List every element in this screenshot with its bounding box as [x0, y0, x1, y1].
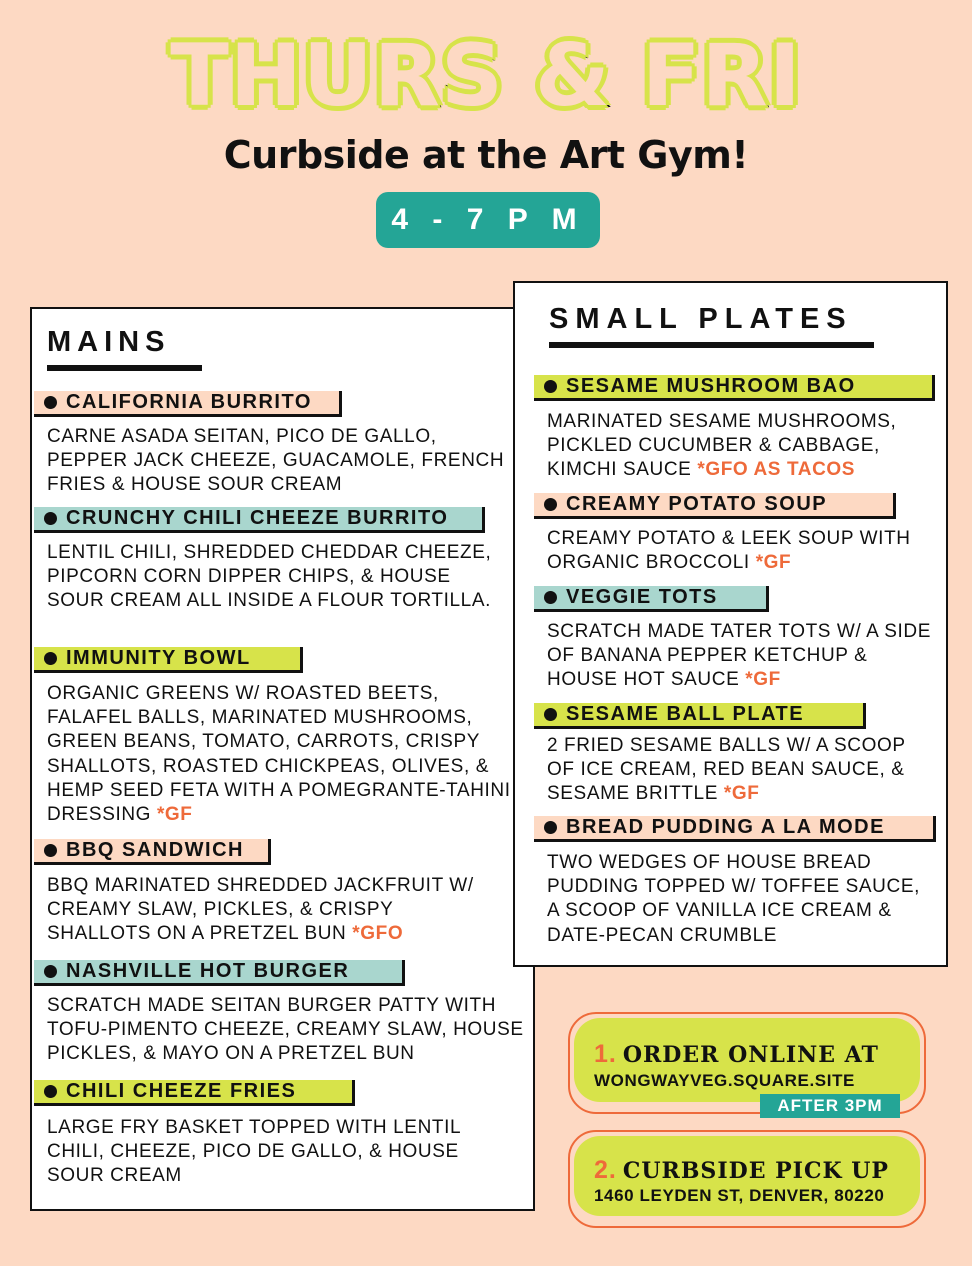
dietary-tag: *GFO	[352, 923, 404, 945]
bullet-icon	[544, 821, 557, 834]
menu-item-description	[47, 994, 527, 1067]
menu-item-description	[47, 874, 487, 947]
menu-item-sesame-mushroom-bao	[534, 375, 935, 401]
bullet-icon	[44, 652, 57, 665]
menu-item-california-burrito	[34, 391, 342, 417]
description-text: MARINATED SESAME MUSHROOMS, PICKLED CUCUMBER & CABBAGE, KIMCHI SAUCE	[547, 411, 897, 481]
bullet-icon	[44, 512, 57, 525]
order-online-heading	[594, 1040, 879, 1069]
time-badge: 4 - 7 P M	[376, 192, 600, 248]
bullet-icon	[44, 965, 57, 978]
description-text: LARGE FRY BASKET TOPPED WITH LENTIL CHILI, CHEEZE, PICO DE GALLO, & HOUSE SOUR CREAM	[47, 1117, 461, 1187]
menu-item-name: CALIFORNIA BURRITO	[66, 391, 312, 413]
menu-item-name: SESAME MUSHROOM BAO	[566, 375, 856, 397]
mains-panel	[30, 307, 535, 1211]
menu-item-sesame-ball-plate	[534, 703, 866, 729]
curbside-pickup-box	[568, 1130, 926, 1228]
description-text: SCRATCH MADE TATER TOTS W/ A SIDE OF BANANA PEPPER KETCHUP & HOUSE HOT SAUCE	[547, 621, 932, 691]
description-text: CARNE ASADA SEITAN, PICO DE GALLO, PEPPER JACK CHEEZE, GUACAMOLE, FRENCH FRIES & HOUSE SOUR CREAM	[47, 426, 505, 496]
menu-item-name: VEGGIE TOTS	[566, 586, 718, 608]
menu-item-description	[47, 541, 497, 614]
menu-item-name: BREAD PUDDING A LA MODE	[566, 816, 885, 838]
dietary-tag: *GFO AS TACOS	[697, 459, 856, 481]
menu-item-bbq-sandwich	[34, 839, 271, 865]
order-online-url[interactable]: WONGWAYVEG.SQUARE.SITE	[594, 1071, 855, 1090]
menu-item-name: CREAMY POTATO SOUP	[566, 493, 828, 515]
bullet-icon	[544, 708, 557, 721]
menu-item-name: CHILI CHEEZE FRIES	[66, 1080, 297, 1102]
menu-item-nashville-hot-burger	[34, 960, 405, 986]
menu-item-description	[547, 734, 937, 807]
step-title: CURBSIDE PICK UP	[622, 1158, 889, 1184]
curbside-pickup-heading	[594, 1156, 889, 1185]
headline-text: THURS & FRI	[170, 26, 802, 126]
menu-item-immunity-bowl	[34, 647, 303, 673]
step-title: ORDER ONLINE AT	[622, 1042, 879, 1068]
small-plates-panel	[513, 281, 948, 967]
bullet-icon	[544, 498, 557, 511]
bullet-icon	[44, 844, 57, 857]
dietary-tag: *GF	[755, 552, 792, 574]
menu-item-name: NASHVILLE HOT BURGER	[66, 960, 350, 982]
menu-item-description	[547, 620, 937, 693]
curbside-pickup-address: 1460 LEYDEN ST, DENVER, 80220	[594, 1186, 885, 1205]
subtitle: Curbside at the Art Gym!	[223, 133, 749, 177]
dietary-tag: *GF	[723, 783, 760, 805]
bullet-icon	[44, 1085, 57, 1098]
bullet-icon	[44, 396, 57, 409]
headline-title	[0, 26, 972, 126]
bullet-icon	[544, 591, 557, 604]
menu-item-chili-cheeze-fries	[34, 1080, 355, 1106]
menu-item-name: CRUNCHY CHILI CHEEZE BURRITO	[66, 507, 449, 529]
menu-item-description	[47, 682, 517, 827]
menu-item-description	[547, 410, 937, 483]
dietary-tag: *GF	[745, 669, 781, 691]
dietary-tag: *GF	[156, 804, 193, 826]
menu-item-name: IMMUNITY BOWL	[66, 647, 251, 669]
menu-item-description	[547, 851, 937, 948]
description-text: TWO WEDGES OF HOUSE BREAD PUDDING TOPPED W/ TOFFEE SAUCE, A SCOOP OF VANILLA ICE CREAM & DATE-PECAN CRUMBLE	[547, 852, 920, 946]
description-text: CREAMY POTATO & LEEK SOUP WITH ORGANIC BROCCOLI	[547, 528, 911, 574]
menu-item-description	[47, 425, 517, 498]
description-text: ORGANIC GREENS W/ ROASTED BEETS, FALAFEL BALLS, MARINATED MUSHROOMS, GREEN BEANS, TOMATO, CARROTS, CRISPY SHALLOTS, ROASTED CHICKPEAS, OLIVES, & HEMP SEED FETA WITH A POMEGRANTE-TAHINI DRESSING	[47, 683, 511, 826]
step-number: 1.	[594, 1040, 617, 1068]
menu-item-bread-pudding-a-la-mode	[534, 816, 936, 842]
description-text: 2 FRIED SESAME BALLS W/ A SCOOP OF ICE CREAM, RED BEAN SAUCE, & SESAME BRITTLE	[547, 735, 906, 805]
small-plates-title-underline	[549, 342, 874, 348]
menu-item-crunchy-chili-cheeze-burrito	[34, 507, 485, 533]
after-3pm-badge: AFTER 3PM	[760, 1094, 900, 1118]
mains-title: MAINS	[47, 326, 171, 358]
description-text: LENTIL CHILI, SHREDDED CHEDDAR CHEEZE, PIPCORN CORN DIPPER CHIPS, & HOUSE SOUR CREAM ALL INSIDE A FLOUR TORTILLA.	[47, 542, 492, 612]
menu-item-name: BBQ SANDWICH	[66, 839, 244, 861]
menu-item-name: SESAME BALL PLATE	[566, 703, 805, 725]
description-text: SCRATCH MADE SEITAN BURGER PATTY WITH TOFU-PIMENTO CHEEZE, CREAMY SLAW, HOUSE PICKLES, & MAYO ON A PRETZEL BUN	[47, 995, 524, 1065]
description-text: BBQ MARINATED SHREDDED JACKFRUIT W/ CREAMY SLAW, PICKLES, & CRISPY SHALLOTS ON A PRETZEL BUN	[47, 875, 474, 945]
menu-item-description	[547, 527, 937, 575]
small-plates-title: SMALL PLATES	[549, 303, 853, 335]
bullet-icon	[544, 380, 557, 393]
menu-item-veggie-tots	[534, 586, 769, 612]
step-number: 2.	[594, 1156, 617, 1184]
menu-item-creamy-potato-soup	[534, 493, 896, 519]
mains-title-underline	[47, 365, 202, 371]
menu-item-description	[47, 1116, 497, 1189]
